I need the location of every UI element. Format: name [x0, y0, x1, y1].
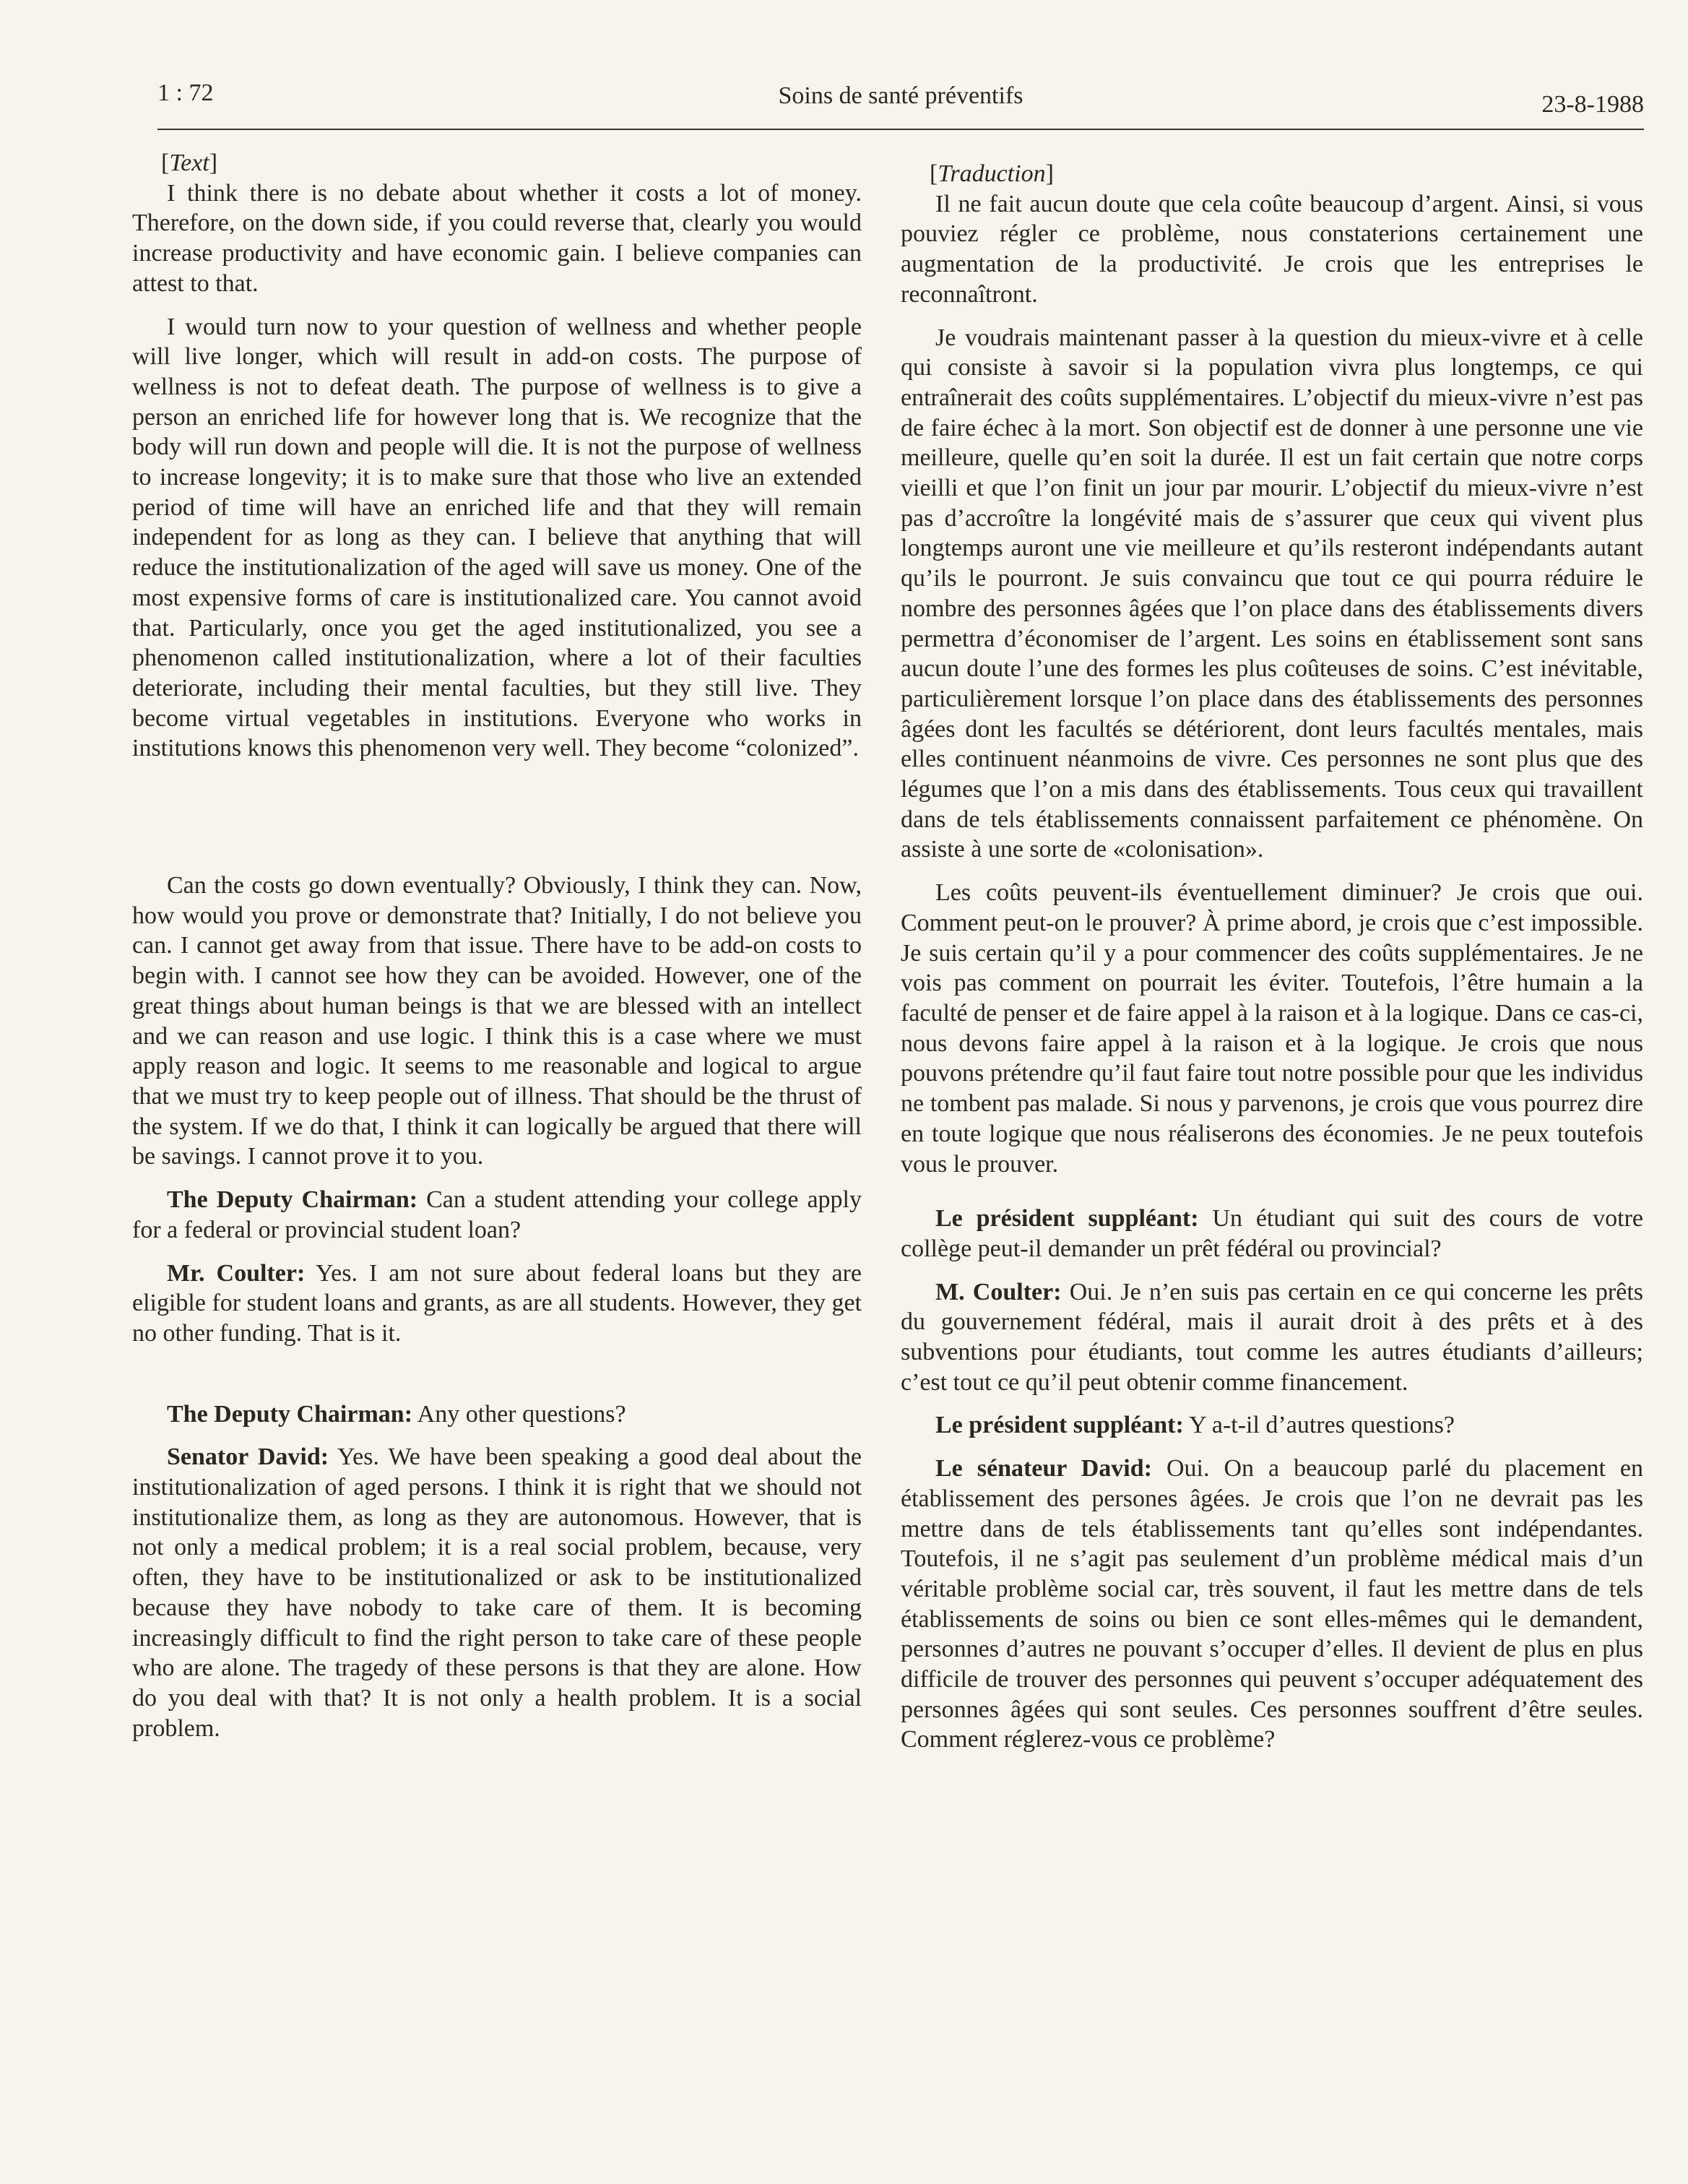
english-column — [132, 148, 862, 1743]
paragraph: Il ne fait aucun doute que cela coûte beaucoup d’argent. Ainsi, si vous pouviez régler ce problème, nous constaterions certainement une augmentation de la productivité. Je crois que les entreprises le reconnaîtront. — [901, 190, 1643, 308]
speaker-paragraph: Le sénateur David: Oui. On a beaucoup parlé du placement en établissement des persones âgées. Je crois que l’on ne devrait pas les mettre dans de tels établissements tant qu’elles sont indépendantes. Toutefois, il ne s’agit pas seulement d’un problème médical mais d’un véritable problème social car, très souvent, il faut les mettre dans de tels établissements de soins ou bien ce sont elles-mêmes qui le demandent, personnes d’autres ne pouvant s’occuper d’elles. Il devient de plus en plus difficile de trouver des personnes qui peuvent s’occuper adéquatement des personnes âgées qui sont seules. Ces personnes souffrent d’être seules. Comment réglerez-vous ce problème? — [901, 1455, 1643, 1753]
speaker-paragraph: M. Coulter: Oui. Je n’en suis pas certain en ce qui concerne les prêts du gouvernement fédéral, mais il aurait droit à des prêts et à des subventions pour étudiants, tout comme les autres étudiants d’ailleurs; c’est tout ce qu’il peut obtenir comme financement. — [901, 1278, 1643, 1396]
speaker-name: Mr. Coulter: — [167, 1259, 306, 1287]
speaker-paragraph: The Deputy Chairman: Can a student attending your college apply for a federal or provincial student loan? — [132, 1186, 862, 1243]
paragraph: Je voudrais maintenant passer à la question du mieux-vivre et à celle qui consiste à savoir si la population vivra plus longtemps, ce qui entraînerait des coûts supplémentaires. L’objectif du mieux-vivre n’est pas de faire échec à la mort. Son objectif est de donner à une personne une vie meilleure, quelle qu’en soit la durée. Il est un fait certain que notre corps vieilli et que l’on finit un jour par mourir. L’objectif du mieux-vivre n’est pas d’accroître la longévité mais de s’assurer que ceux qui vivent plus longtemps auront une vie meilleure et qu’ils resteront indépendants autant qu’ils le pourront. Je suis convaincu que tout ce qui pourra réduire le nombre des personnes âgées que l’on place dans des établissements divers permettra d’économiser de l’argent. Les soins en établissement sont sans aucun doute l’une des formes les plus coûteuses de soins. C’est inévitable, particulièrement lorsque l’on place dans des établissements des personnes âgées dont les facultés se détériorent, dont leurs facultés mentales, mais elles continuent néanmoins de vivre. Ces personnes ne sont plus que des légumes que l’on a mis dans des établissements. Tous ceux qui travaillent dans de tels établissements connaissent parfaitement ce phénomène. On assiste à une sorte de «colonisation». — [901, 324, 1643, 863]
speaker-name: M. Coulter: — [935, 1278, 1062, 1305]
paragraph: Can the costs go down eventually? Obviously, I think they can. Now, how would you prove or demonstrate that? Initially, I do not believe you can. I cannot get away from that issue. There have to be add-on costs to begin with. I cannot see how they can be avoided. However, one of the great things about human beings is that we are blessed with an intellect and we can reason and use logic. I think this is a case where we must apply reason and logic. It seems to me reasonable and logical to argue that we must try to keep people out of illness. That should be the thrust of the system. If we do that, I think it can logically be argued that there will be savings. I cannot prove it to you. — [132, 872, 862, 1170]
speaker-paragraph: Senator David: Yes. We have been speaking a good deal about the institutionalization of aged persons. I think it is right that we should not institutionalize them, as long as they are autonomous. However, that is not only a medical problem; it is a real social problem, because, very often, they have to be institutionalized or ask to be institutionalized because they have nobody to take care of them. It is becoming increasingly difficult to find the right person to take care of these people who are alone. The tragedy of these persons is that they are alone. How do you deal with that? It is not only a health problem. It is a social problem. — [132, 1443, 862, 1742]
traduction-tag: [Traduction] — [930, 160, 1054, 187]
page-header — [157, 72, 1644, 130]
text-tag: [Text] — [161, 150, 218, 176]
speaker-paragraph: Mr. Coulter: Yes. I am not sure about federal loans but they are eligible for student loans and grants, as are all students. However, they get no other funding. That is it. — [132, 1259, 862, 1347]
speaker-paragraph: The Deputy Chairman: Any other questions? — [167, 1400, 626, 1428]
header-date: 23-8-1988 — [1541, 91, 1644, 118]
speaker-paragraph: Le président suppléant: Y a-t-il d’autres questions? — [935, 1412, 1455, 1439]
speaker-name: Le président suppléant: — [935, 1412, 1184, 1439]
speaker-name: Senator David: — [167, 1443, 329, 1471]
header-rule — [157, 129, 1644, 130]
speaker-name: The Deputy Chairman: — [167, 1400, 413, 1428]
paragraph: I think there is no debate about whether it costs a lot of money. Therefore, on the down side, if you could reverse that, clearly you would increase productivity and have economic gain. I believe companies can attest to that. — [132, 179, 862, 297]
french-column — [901, 159, 1643, 1755]
running-title: Soins de santé préventifs — [778, 82, 1023, 109]
speaker-name: The Deputy Chairman: — [167, 1186, 418, 1214]
paragraph: Les coûts peuvent-ils éventuellement diminuer? Je crois que oui. Comment peut-on le prouver? À prime abord, je crois que c’est impossible. Je suis certain qu’il y a pour commencer des coûts supplémentaires. Je ne vois pas comment on pourrait les éviter. Toutefois, l’être humain a la faculté de penser et de faire appel à la raison et à la logique. Dans ce cas-ci, nous devons faire appel à la raison et à la logique. Je crois que nous pouvons prétendre qu’il faut faire tout notre possible pour que les individus ne tombent pas malade. Si nous y parvenons, je crois que vous pourrez dire en toute logique que nous réaliserons des économies. Je ne peux toutefois vous le prouver. — [901, 879, 1643, 1178]
page-number: 1 : 72 — [157, 79, 214, 106]
speaker-name: Le président suppléant: — [935, 1205, 1199, 1233]
speaker-name: Le sénateur David: — [935, 1455, 1152, 1482]
paragraph: I would turn now to your question of wellness and whether people will live longer, which will result in add-on costs. The purpose of wellness is not to defeat death. The purpose of wellness is to give a person an enriched life for however long that is. We recognize that the body will run down and people will die. It is not the purpose of wellness to increase longevity; it is to make sure that those who live an extended period of time will have an enriched life and that they will remain independent for as long as they can. I believe that anything that will reduce the institutionalization of the aged will save us money. One of the most expensive forms of care is institutionalized care. You cannot avoid that. Particularly, once you get the aged institutionalized, you see a phenomenon called institutionalization, where a lot of their faculties deteriorate, including their mental faculties, but they still live. They become virtual vegetables in institutions. Everyone who works in institutions knows this phenomenon very well. They become “colonized”. — [132, 313, 862, 762]
speaker-paragraph: Le président suppléant: Un étudiant qui suit des cours de votre collège peut-il demander un prêt fédéral ou provincial? — [901, 1205, 1643, 1262]
